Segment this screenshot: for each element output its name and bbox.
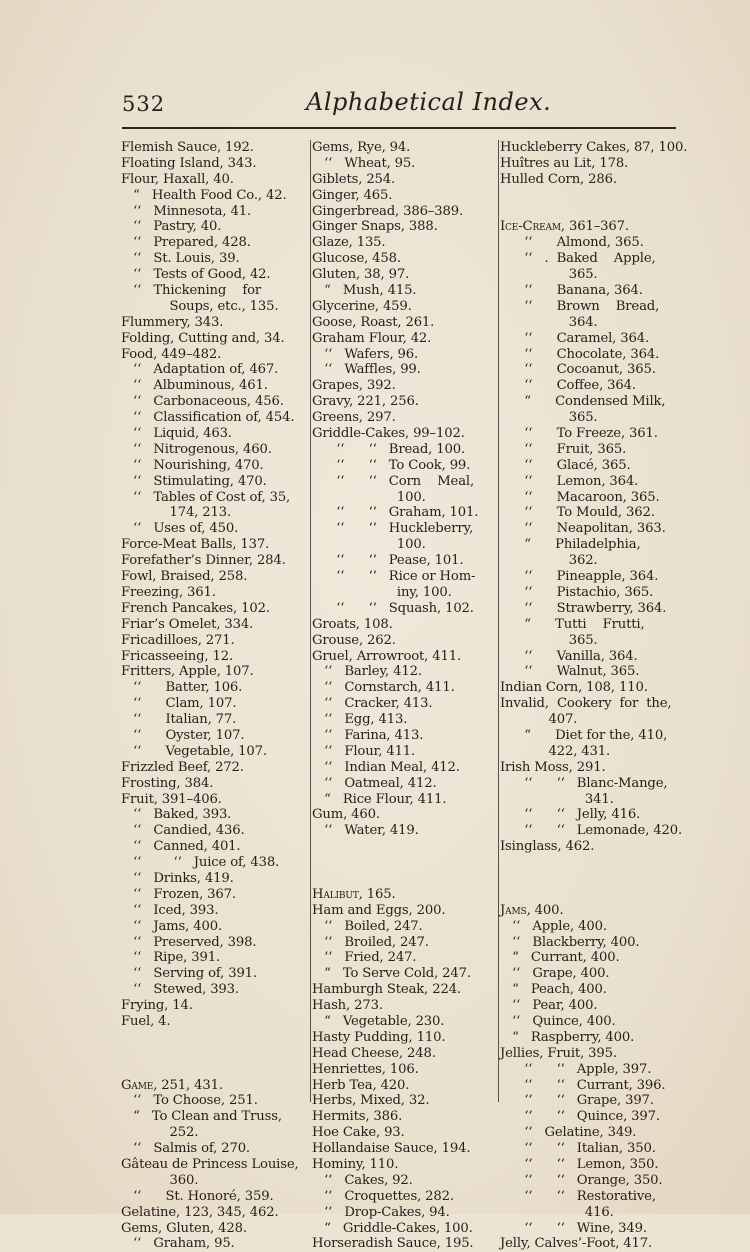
index-entry: “ Griddle-Cakes, 100. <box>312 1220 473 1236</box>
blank-line <box>312 839 496 855</box>
index-entry: Gum, 460. <box>312 807 380 823</box>
index-entry: ‘‘ ‘‘ Juice of, 438. <box>121 855 280 871</box>
index-entry: Friar’s Omelet, 334. <box>121 616 254 632</box>
index-entry: 407. <box>500 712 578 728</box>
index-entry: 362. <box>500 553 598 569</box>
index-entry: “ Vegetable, 230. <box>312 1013 445 1029</box>
index-entry: ‘‘ Strawberry, 364. <box>500 600 667 616</box>
index-entry: ‘‘ Walnut, 365. <box>500 664 640 680</box>
index-entry: Fritters, Apple, 107. <box>121 664 254 680</box>
index-entry: Fowl, Braised, 258. <box>121 569 248 585</box>
index-entry: ‘‘ Pistachio, 365. <box>500 584 654 600</box>
index-entry: ‘‘ Nourishing, 470. <box>121 457 264 473</box>
index-entry: “ Mush, 415. <box>312 283 417 299</box>
index-entry: Giblets, 254. <box>312 171 396 187</box>
index-entry: 365. <box>500 267 598 283</box>
index-entry: Hulled Corn, 286. <box>500 171 617 187</box>
index-entry: Jelly, Calves’-Foot, 417. <box>500 1236 653 1252</box>
index-entry: ‘‘ Gelatine, 349. <box>500 1125 637 1141</box>
index-entry: iny, 100. <box>312 584 452 600</box>
index-entry: ‘‘ Cocoanut, 365. <box>500 362 656 378</box>
index-entry: ‘‘ Fruit, 365. <box>500 441 627 457</box>
index-entry: ‘‘ ‘‘ Huckleberry, <box>312 521 474 537</box>
page-title: Alphabetical Index. <box>306 88 552 116</box>
index-entry: Goose, Roast, 261. <box>312 314 435 330</box>
index-entry: ‘‘ Candied, 436. <box>121 823 245 839</box>
index-entry: Gems, Gluten, 428. <box>121 1220 247 1236</box>
index-entry: ‘‘ Frozen, 367. <box>121 886 236 902</box>
index-entry: 422, 431. <box>500 743 611 759</box>
index-entry: Flemish Sauce, 192. <box>121 140 254 155</box>
index-entry: Head Cheese, 248. <box>312 1045 436 1061</box>
index-entry: Frosting, 384. <box>121 775 214 791</box>
index-entry: “ Raspberry, 400. <box>500 1029 635 1045</box>
index-entry: Game, 251, 431. <box>121 1077 223 1093</box>
index-column-3 <box>498 140 688 1252</box>
blank-line <box>121 1062 304 1078</box>
index-entry: Fricadilloes, 271. <box>121 632 235 648</box>
index-entry: ‘‘ Almond, 365. <box>500 235 644 251</box>
index-entry: Fruit, 391–406. <box>121 791 222 807</box>
index-entry: ‘‘ Salmis of, 270. <box>121 1141 250 1157</box>
index-entry: ‘‘ ‘‘ Grape, 397. <box>500 1093 654 1109</box>
index-entry: ‘‘ To Choose, 251. <box>121 1093 258 1109</box>
index-entry: ‘‘ ‘‘ Pease, 101. <box>312 553 464 569</box>
index-entry: 252. <box>121 1125 199 1141</box>
index-entry: Gingerbread, 386–389. <box>312 203 464 219</box>
index-entry: Hermits, 386. <box>312 1109 403 1125</box>
index-entry: “ Health Food Co., 42. <box>121 187 287 203</box>
index-entry: ‘‘ ‘‘ Italian, 350. <box>500 1141 656 1157</box>
index-entry: “ Condensed Milk, <box>500 394 666 410</box>
index-entry: “ Rice Flour, 411. <box>312 791 447 807</box>
index-entry: ‘‘ Glacé, 365. <box>500 457 631 473</box>
index-entry: Hamburgh Steak, 224. <box>312 982 461 998</box>
index-entry: 365. <box>500 410 598 426</box>
index-entry: ‘‘ Apple, 400. <box>500 918 607 934</box>
blank-line <box>121 1030 304 1046</box>
index-entry: ‘‘ Adaptation of, 467. <box>121 362 279 378</box>
index-entry: Ice-Cream, 361–367. <box>500 219 629 235</box>
index-entry: Frizzled Beef, 272. <box>121 759 244 775</box>
index-entry: ‘‘ Albuminous, 461. <box>121 378 268 394</box>
index-entry: ‘‘ ‘‘ Currant, 396. <box>500 1077 666 1093</box>
blank-line <box>500 887 683 903</box>
index-entry: Hominy, 110. <box>312 1157 399 1172</box>
index-entry: Gelatine, 123, 345, 462. <box>121 1204 279 1220</box>
index-entry: ‘‘ Oatmeal, 412. <box>312 775 437 791</box>
index-entry: ‘‘ Preserved, 398. <box>121 934 257 950</box>
index-entry: Gluten, 38, 97. <box>312 267 410 283</box>
index-entry: Horseradish Sauce, 195. <box>312 1236 474 1252</box>
index-entry: ‘‘ Brown Bread, <box>500 298 660 314</box>
index-entry: “ To Serve Cold, 247. <box>312 966 471 982</box>
index-entry: “ Diet for the, 410, <box>500 727 668 743</box>
index-entry: ‘‘ Flour, 411. <box>312 743 416 759</box>
index-entry: ‘‘ Vegetable, 107. <box>121 743 267 759</box>
index-entry: ‘‘ ‘‘ Wine, 349. <box>500 1220 647 1236</box>
index-entry: ‘‘ Baked, 393. <box>121 807 232 823</box>
index-entry: Griddle-Cakes, 99–102. <box>312 426 465 442</box>
index-entry: 100. <box>312 489 426 505</box>
index-entry: ‘‘ St. Honoré, 359. <box>121 1188 274 1204</box>
index-entry: Invalid, Cookery for the, <box>500 696 672 712</box>
index-entry: ‘‘ ‘‘ Restorative, <box>500 1188 656 1204</box>
index-entry: ‘‘ Cakes, 92. <box>312 1172 413 1188</box>
index-entry: Hasty Pudding, 110. <box>312 1029 446 1045</box>
index-column-2 <box>310 140 496 1252</box>
index-entry: ‘‘ St. Louis, 39. <box>121 251 240 267</box>
index-entry: ‘‘ Graham, 95. <box>121 1236 235 1252</box>
index-entry: “ To Clean and Truss, <box>121 1109 282 1125</box>
index-entry: ‘‘ Waffles, 99. <box>312 362 421 378</box>
index-entry: Glycerine, 459. <box>312 298 412 314</box>
index-entry: ‘‘ ‘‘ Quince, 397. <box>500 1109 660 1125</box>
index-entry: Force-Meat Balls, 137. <box>121 537 270 553</box>
index-entry: ‘‘ Thickening for <box>121 283 262 299</box>
blank-line <box>500 855 683 871</box>
index-entry: ‘‘ Wafers, 96. <box>312 346 419 362</box>
index-entry: Gâteau de Princess Louise, <box>121 1157 299 1172</box>
index-entry: Soups, etc., 135. <box>121 298 279 314</box>
index-entry: Henriettes, 106. <box>312 1061 419 1077</box>
index-entry: Flour, Haxall, 40. <box>121 171 234 187</box>
index-entry: ‘‘ Jams, 400. <box>121 918 223 934</box>
index-entry: ‘‘ ‘‘ Rice or Hom- <box>312 569 476 585</box>
index-entry: Herbs, Mixed, 32. <box>312 1093 430 1109</box>
blank-line <box>500 871 683 887</box>
index-entry: Gruel, Arrowroot, 411. <box>312 648 462 664</box>
index-entry: Huîtres au Lit, 178. <box>500 155 629 171</box>
index-entry: “ Peach, 400. <box>500 982 607 998</box>
index-entry: ‘‘ Prepared, 428. <box>121 235 251 251</box>
index-entry: Graham Flour, 42. <box>312 330 432 346</box>
index-entry: ‘‘ Pear, 400. <box>500 998 598 1014</box>
index-entry: ‘‘ ‘‘ Lemonade, 420. <box>500 823 683 839</box>
index-entry: ‘‘ Iced, 393. <box>121 902 219 918</box>
index-entry: ‘‘ Drinks, 419. <box>121 870 234 886</box>
index-entry: Hash, 273. <box>312 998 383 1014</box>
blank-line <box>121 1046 304 1062</box>
index-entry: ‘‘ ‘‘ Graham, 101. <box>312 505 479 521</box>
index-entry: Groats, 108. <box>312 616 393 632</box>
index-entry: French Pancakes, 102. <box>121 600 270 616</box>
index-entry: 416. <box>500 1204 614 1220</box>
index-entry: ‘‘ Batter, 106. <box>121 680 243 696</box>
index-entry: Gems, Rye, 94. <box>312 140 411 155</box>
index-entry: Ginger, 465. <box>312 187 393 203</box>
index-entry: ‘‘ Egg, 413. <box>312 712 408 728</box>
index-entry: Herb Tea, 420. <box>312 1077 410 1093</box>
index-entry: ‘‘ Lemon, 364. <box>500 473 639 489</box>
index-entry: 174, 213. <box>121 505 232 521</box>
index-entry: Fricasseeing, 12. <box>121 648 234 664</box>
index-entry: ‘‘ To Mould, 362. <box>500 505 655 521</box>
index-entry: ‘‘ Barley, 412. <box>312 664 422 680</box>
index-entry: ‘‘ Banana, 364. <box>500 283 643 299</box>
index-entry: 360. <box>121 1172 199 1188</box>
index-entry: ‘‘ Neapolitan, 363. <box>500 521 666 537</box>
index-entry: ‘‘ Italian, 77. <box>121 712 237 728</box>
index-entry: ‘‘ ‘‘ Squash, 102. <box>312 600 474 616</box>
index-entry: Grapes, 392. <box>312 378 396 394</box>
index-entry: ‘‘ ‘‘ To Cook, 99. <box>312 457 471 473</box>
index-entry: Gravy, 221, 256. <box>312 394 419 410</box>
index-entry: ‘‘ ‘‘ Apple, 397. <box>500 1061 652 1077</box>
index-entry: ‘‘ Vanilla, 364. <box>500 648 638 664</box>
index-entry: 100. <box>312 537 426 553</box>
blank-line <box>500 204 683 220</box>
index-entry: ‘‘ Ripe, 391. <box>121 950 220 966</box>
index-entry: ‘‘ Cornstarch, 411. <box>312 680 455 696</box>
blank-line <box>312 871 496 887</box>
page-header <box>122 86 682 126</box>
index-entry: Flummery, 343. <box>121 314 224 330</box>
index-entry: Freezing, 361. <box>121 584 216 600</box>
index-entry: ‘‘ Coffee, 364. <box>500 378 636 394</box>
index-entry: ‘‘ Wheat, 95. <box>312 155 416 171</box>
index-entry: Irish Moss, 291. <box>500 759 606 775</box>
index-entry: ‘‘ ‘‘ Lemon, 350. <box>500 1157 659 1172</box>
index-entry: ‘‘ ‘‘ Jelly, 416. <box>500 807 641 823</box>
index-entry: Hollandaise Sauce, 194. <box>312 1141 471 1157</box>
index-entry: ‘‘ Pastry, 40. <box>121 219 222 235</box>
index-entry: Glaze, 135. <box>312 235 386 251</box>
index-entry: Food, 449–482. <box>121 346 222 362</box>
index-entry: ‘‘ Tables of Cost of, 35, <box>121 489 291 505</box>
index-entry: Ham and Eggs, 200. <box>312 902 446 918</box>
index-entry: Fuel, 4. <box>121 1013 171 1029</box>
blank-line <box>500 188 683 204</box>
index-entry: Frying, 14. <box>121 998 193 1014</box>
index-entry: Greens, 297. <box>312 410 396 426</box>
index-entry: Ginger Snaps, 388. <box>312 219 438 235</box>
index-entry: ‘‘ Grape, 400. <box>500 966 610 982</box>
index-entry: “ Tutti Frutti, <box>500 616 645 632</box>
index-entry: ‘‘ Farina, 413. <box>312 727 424 743</box>
index-entry: Hoe Cake, 93. <box>312 1125 405 1141</box>
index-entry: ‘‘ Indian Meal, 412. <box>312 759 460 775</box>
index-entry: ‘‘ Liquid, 463. <box>121 426 232 442</box>
index-entry: Floating Island, 343. <box>121 155 257 171</box>
index-column-1 <box>121 140 304 1252</box>
index-entry: Forefather’s Dinner, 284. <box>121 553 286 569</box>
index-entry: ‘‘ Minnesota, 41. <box>121 203 251 219</box>
index-entry: ‘‘ . Baked Apple, <box>500 251 656 267</box>
index-entry: “ Philadelphia, <box>500 537 641 553</box>
index-entry: Glucose, 458. <box>312 251 401 267</box>
index-entry: ‘‘ Boiled, 247. <box>312 918 423 934</box>
index-entry: ‘‘ Macaroon, 365. <box>500 489 660 505</box>
index-entry: Halibut, 165. <box>312 886 396 902</box>
index-entry: Jellies, Fruit, 395. <box>500 1045 617 1061</box>
index-entry: Grouse, 262. <box>312 632 396 648</box>
index-entry: ‘‘ Canned, 401. <box>121 839 241 855</box>
index-entry: ‘‘ Tests of Good, 42. <box>121 267 271 283</box>
index-entry: ‘‘ Uses of, 450. <box>121 521 239 537</box>
index-entry: Folding, Cutting and, 34. <box>121 330 285 346</box>
index-entry: ‘‘ Clam, 107. <box>121 696 237 712</box>
index-entry: 364. <box>500 314 598 330</box>
index-entry: ‘‘ Blackberry, 400. <box>500 934 640 950</box>
index-entry: ‘‘ Caramel, 364. <box>500 330 650 346</box>
blank-line <box>312 855 496 871</box>
index-entry: ‘‘ Nitrogenous, 460. <box>121 441 272 457</box>
index-entry: ‘‘ To Freeze, 361. <box>500 426 658 442</box>
index-entry: ‘‘ Pineapple, 364. <box>500 569 659 585</box>
index-entry: ‘‘ Carbonaceous, 456. <box>121 394 284 410</box>
index-entry: ‘‘ Serving of, 391. <box>121 966 257 982</box>
index-entry: ‘‘ ‘‘ Bread, 100. <box>312 441 465 457</box>
index-entry: ‘‘ Classification of, 454. <box>121 410 295 426</box>
index-entry: ‘‘ Quince, 400. <box>500 1013 616 1029</box>
page-number: 532 <box>122 92 166 116</box>
index-entry: Huckleberry Cakes, 87, 100. <box>500 140 688 155</box>
index-entry: Isinglass, 462. <box>500 839 595 855</box>
index-entry: ‘‘ Chocolate, 364. <box>500 346 660 362</box>
index-entry: ‘‘ Water, 419. <box>312 823 419 839</box>
index-entry: ‘‘ Cracker, 413. <box>312 696 433 712</box>
index-entry: Jams, 400. <box>500 902 564 918</box>
index-entry: ‘‘ Drop-Cakes, 94. <box>312 1204 450 1220</box>
index-entry: ‘‘ Stewed, 393. <box>121 982 239 998</box>
index-entry: ‘‘ ‘‘ Corn Meal, <box>312 473 475 489</box>
index-entry: ‘‘ Stimulating, 470. <box>121 473 267 489</box>
index-entry: Indian Corn, 108, 110. <box>500 680 648 696</box>
index-entry: ‘‘ Oyster, 107. <box>121 727 245 743</box>
index-entry: ‘‘ ‘‘ Orange, 350. <box>500 1172 663 1188</box>
index-entry: 341. <box>500 791 614 807</box>
index-entry: “ Currant, 400. <box>500 950 620 966</box>
index-entry: ‘‘ Fried, 247. <box>312 950 417 966</box>
index-entry: ‘‘ Croquettes, 282. <box>312 1188 454 1204</box>
header-rule <box>122 127 676 129</box>
index-entry: ‘‘ Broiled, 247. <box>312 934 429 950</box>
index-entry: 365. <box>500 632 598 648</box>
index-entry: ‘‘ ‘‘ Blanc-Mange, <box>500 775 668 791</box>
